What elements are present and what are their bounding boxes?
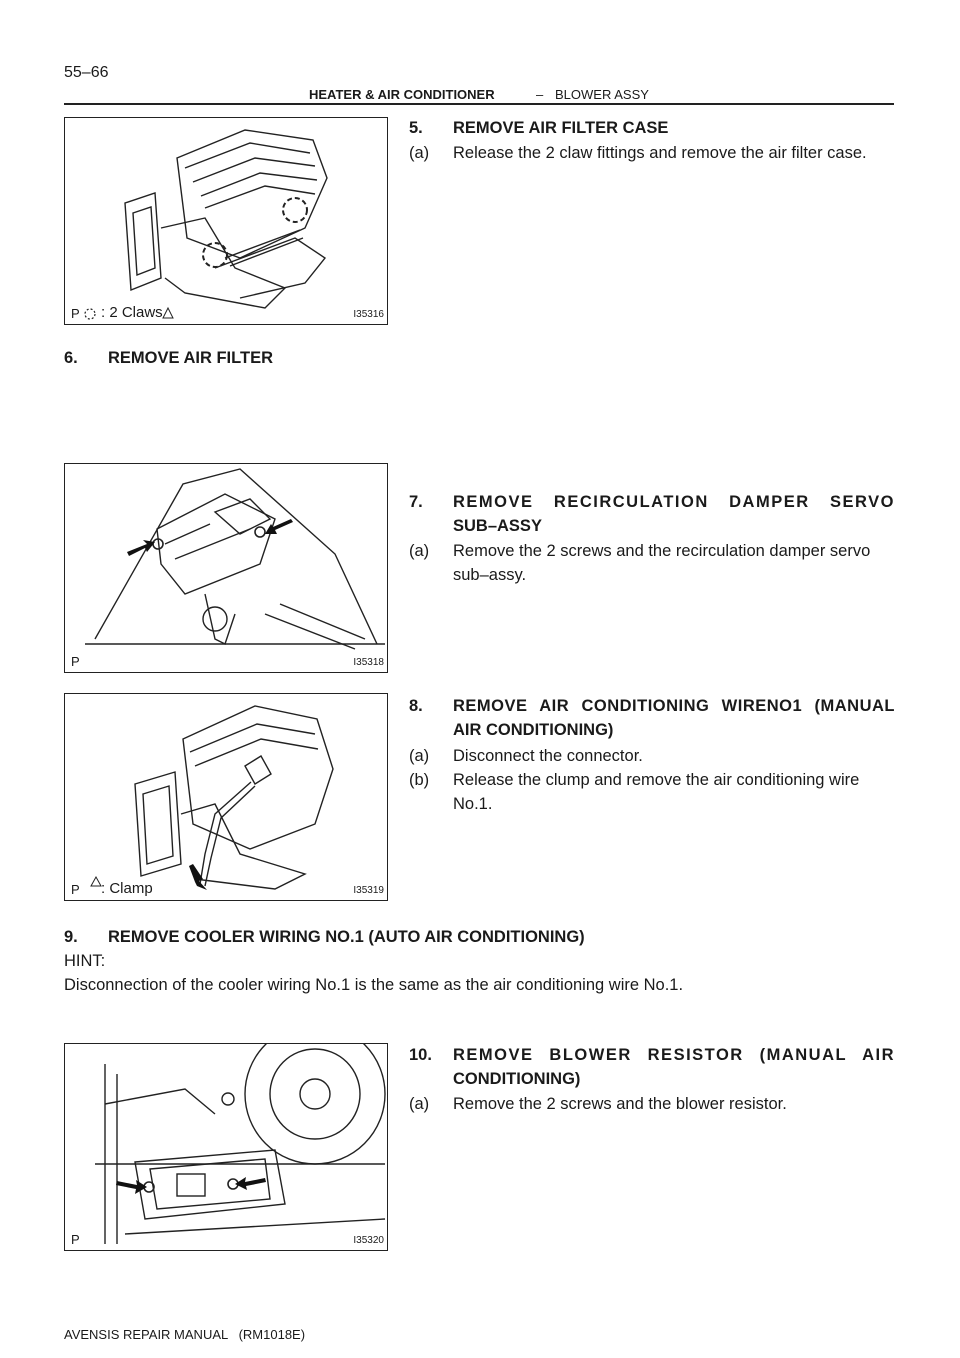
step-number: 5. — [409, 119, 423, 137]
figure-blower-resistor — [64, 1043, 388, 1251]
step-number: 7. — [409, 493, 423, 511]
header-rule — [64, 103, 894, 105]
step-7-substep-a — [409, 539, 895, 587]
substep-label: (a) — [409, 1095, 430, 1113]
substep-line-2: sub–assy. — [453, 566, 527, 584]
step-title-text: REMOVE AIR FILTER — [108, 349, 273, 367]
substep-label: (a) — [409, 542, 430, 560]
manual-footer: AVENSIS REPAIR MANUAL (RM1018E) — [64, 1327, 306, 1342]
step-title-line-1: REMOVE BLOWER RESISTOR (MANUAL AIR — [453, 1046, 895, 1064]
step-title-text: REMOVE COOLER WIRING NO.1 (AUTO AIR CONDITIONING) — [108, 928, 585, 946]
figure-code: I35316 — [353, 309, 384, 320]
substep-label: (a) — [409, 144, 430, 162]
substep-line-1: Release the clump and remove the air conditioning wire — [453, 771, 860, 789]
hint-text: Disconnection of the cooler wiring No.1 is the same as the air conditioning wire No.1. — [64, 976, 684, 994]
air-filter-case-illustration — [65, 118, 387, 324]
figure-code: I35319 — [353, 885, 384, 896]
step-number: 9. — [64, 928, 78, 946]
hint-label: HINT: — [64, 952, 106, 970]
figure-legend: : 2 Claws — [101, 304, 163, 321]
step-number: 10. — [409, 1046, 432, 1064]
step-8-substep-a — [409, 744, 895, 768]
step-number: 6. — [64, 349, 78, 367]
figure-air-filter-case — [64, 117, 388, 325]
figure-p-mark: P — [71, 306, 80, 321]
figure-p-mark: P — [71, 654, 80, 669]
step-10-substep-a — [409, 1092, 895, 1116]
header-separator: – — [536, 87, 544, 102]
figure-legend: : Clamp — [101, 880, 153, 897]
figure-damper-servo — [64, 463, 388, 673]
blower-resistor-illustration — [65, 1044, 387, 1250]
substep-line-1: Remove the 2 screws and the recirculation damper servo — [453, 542, 871, 560]
substep-line-2: No.1. — [453, 795, 493, 813]
figure-code: I35320 — [353, 1235, 384, 1246]
substep-text: Disconnect the connector. — [453, 747, 643, 765]
step-title-line-1: REMOVE RECIRCULATION DAMPER SERVO — [453, 493, 895, 511]
step-title-text: REMOVE AIR FILTER CASE — [453, 119, 669, 137]
substep-label: (b) — [409, 771, 430, 789]
step-title-line-1: REMOVE AIR CONDITIONING WIRENO1 (MANUAL — [453, 697, 895, 715]
section-title: HEATER & AIR CONDITIONER — [309, 87, 495, 102]
step-number: 8. — [409, 697, 423, 715]
figure-code: I35318 — [353, 657, 384, 668]
step-8-substep-b — [409, 768, 895, 816]
step-5-title — [409, 117, 895, 141]
step-5-substep-a — [409, 141, 895, 165]
step-6-title — [64, 347, 564, 371]
step-8-title — [409, 695, 895, 743]
figure-p-mark: P — [71, 882, 80, 897]
substep-label: (a) — [409, 747, 430, 765]
step-10-title — [409, 1044, 895, 1092]
wire-clamp-illustration — [65, 694, 387, 900]
step-9-title — [64, 926, 894, 950]
figure-wire-clamp — [64, 693, 388, 901]
substep-text: Release the 2 claw fittings and remove the air filter case. — [453, 144, 867, 162]
damper-servo-illustration — [65, 464, 387, 672]
figure-p-mark: P — [71, 1232, 80, 1247]
step-title-line-2: AIR CONDITIONING) — [453, 721, 614, 739]
substep-text: Remove the 2 screws and the blower resistor. — [453, 1095, 787, 1113]
subsection-title: BLOWER ASSY — [555, 87, 649, 102]
step-7-title — [409, 491, 895, 539]
page-number: 55–66 — [64, 64, 109, 81]
step-title-line-2: CONDITIONING) — [453, 1070, 581, 1088]
step-title-line-2: SUB–ASSY — [453, 517, 542, 535]
